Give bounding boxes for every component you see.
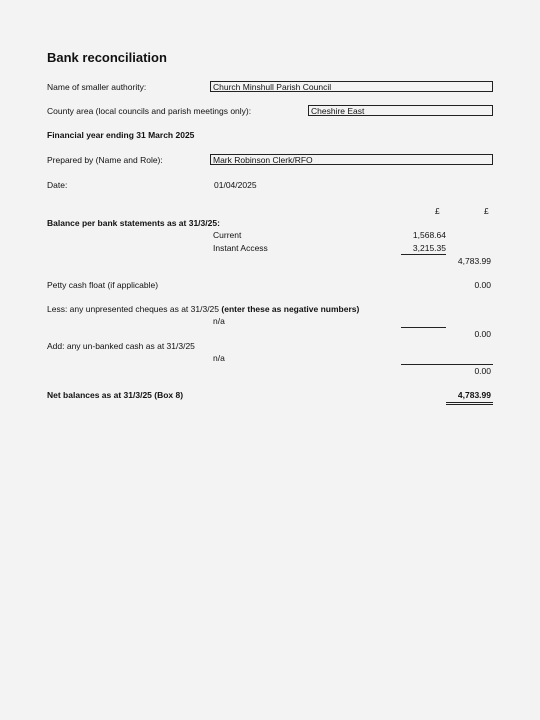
balance-total: 4,783.99 xyxy=(457,256,491,266)
unpresented-rule xyxy=(401,327,446,328)
petty-cash-label: Petty cash float (if applicable) xyxy=(47,280,159,290)
unpresented-item[interactable]: n/a xyxy=(213,316,225,326)
authority-label: Name of smaller authority: xyxy=(47,82,147,92)
unbanked-label: Add: any un-banked cash as at 31/3/25 xyxy=(47,341,195,351)
account-name-instant-access: Instant Access xyxy=(213,243,268,253)
financial-year-heading: Financial year ending 31 March 2025 xyxy=(47,130,195,140)
currency-header-2: £ xyxy=(484,206,489,216)
unbanked-amount: 0.00 xyxy=(474,366,491,376)
unpresented-label-note: (enter these as negative numbers) xyxy=(221,304,360,314)
page-title: Bank reconciliation xyxy=(47,50,167,65)
net-balance-double-rule-top xyxy=(446,402,493,403)
account-amount-instant-access[interactable]: 3,215.35 xyxy=(412,243,446,253)
account-name-current: Current xyxy=(213,230,242,240)
currency-header-1: £ xyxy=(435,206,440,216)
net-balance-double-rule-bottom xyxy=(446,404,493,405)
net-balance-amount: 4,783.99 xyxy=(457,390,491,400)
unpresented-amount: 0.00 xyxy=(474,329,491,339)
account-amount-current[interactable]: 1,568.64 xyxy=(412,230,446,240)
petty-cash-amount[interactable]: 0.00 xyxy=(474,280,491,290)
balance-heading: Balance per bank statements as at 31/3/25: xyxy=(47,218,220,228)
prepared-by-field[interactable]: Mark Robinson Clerk/RFO xyxy=(210,154,493,165)
unpresented-label-text: Less: any unpresented cheques as at 31/3/25 xyxy=(47,304,220,314)
county-field[interactable]: Cheshire East xyxy=(308,105,493,116)
unbanked-rule xyxy=(401,364,493,365)
authority-field[interactable]: Church Minshull Parish Council xyxy=(210,81,493,92)
net-balance-label: Net balances as at 31/3/25 (Box 8) xyxy=(47,390,184,400)
subtotal-rule xyxy=(401,254,446,255)
prepared-by-label: Prepared by (Name and Role): xyxy=(47,155,163,165)
date-label: Date: xyxy=(47,180,68,190)
county-label: County area (local councils and parish meetings only): xyxy=(47,106,252,116)
unpresented-label xyxy=(47,304,359,315)
unbanked-item[interactable]: n/a xyxy=(213,353,225,363)
date-value[interactable]: 01/04/2025 xyxy=(214,180,257,190)
